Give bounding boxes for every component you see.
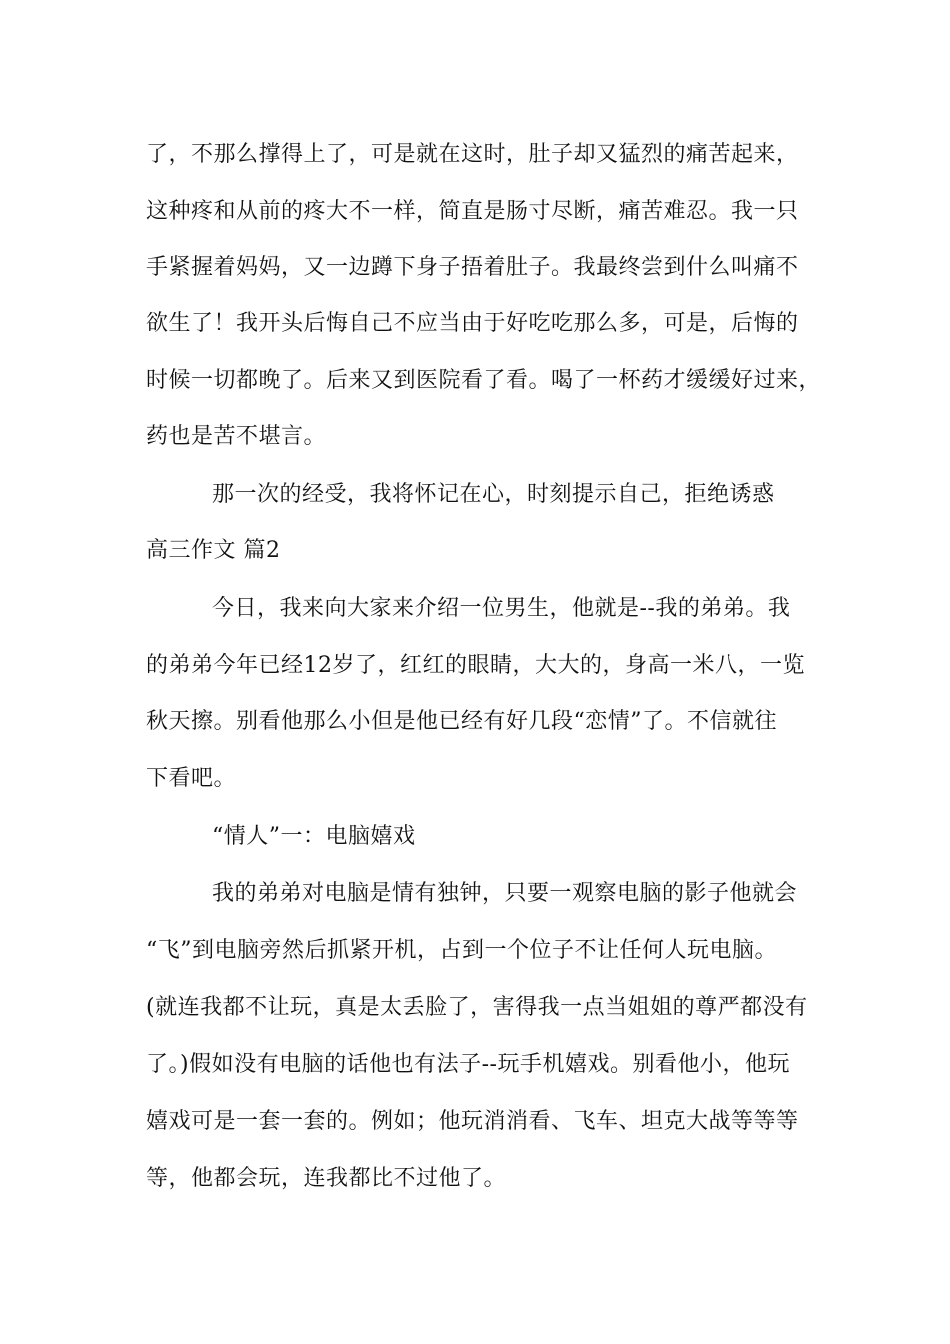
paragraph-line: 等，他都会玩，连我都比不过他了。: [146, 1166, 507, 1191]
paragraph-line: 手紧握着妈妈，又一边蹲下身子捂着肚子。我最终尝到什么叫痛不: [146, 255, 799, 280]
paragraph-line: 秋天擦。别看他那么小但是他已经有好几段“恋情”了。不信就往: [146, 709, 777, 734]
paragraph-line: 那一次的经受，我将怀记在心，时刻提示自己，拒绝诱惑: [212, 482, 775, 507]
paragraph-line: 了，不那么撑得上了，可是就在这时，肚子却又猛烈的痛苦起来，: [146, 142, 799, 167]
paragraph-line: 药也是苦不堪言。: [146, 424, 327, 449]
paragraph-line: 欲生了！我开头后悔自己不应当由于好吃吃那么多，可是，后悔的: [146, 311, 799, 336]
section-heading: 高三作文 篇2: [146, 538, 281, 563]
paragraph-line: 了。)假如没有电脑的话他也有法子--玩手机嬉戏。别看他小，他玩: [146, 1052, 790, 1077]
paragraph-line: 嬉戏可是一套一套的。例如；他玩消消看、飞车、坦克大战等等等: [146, 1109, 799, 1134]
paragraph-line: 我的弟弟对电脑是情有独钟，只要一观察电脑的影子他就会: [212, 881, 798, 906]
subheading-line: “情人”一：电脑嬉戏: [212, 824, 416, 849]
paragraph-line: 的弟弟今年已经12岁了，红红的眼睛，大大的，身高一米八，一览: [146, 653, 805, 678]
paragraph-line: 今日，我来向大家来介绍一位男生，他就是--我的弟弟。我: [212, 596, 791, 621]
paragraph-line: 下看吧。: [146, 766, 237, 791]
paragraph-line: (就连我都不让玩，真是太丢脸了，害得我一点当姐姐的尊严都没有: [146, 995, 808, 1020]
paragraph-line: “飞”到电脑旁然后抓紧开机，占到一个位子不让任何人玩电脑。: [146, 938, 777, 963]
paragraph-line: 时候一切都晚了。后来又到医院看了看。喝了一杯药才缓缓好过来，: [146, 368, 822, 393]
paragraph-line: 这种疼和从前的疼大不一样，简直是肠寸尽断，痛苦难忍。我一只: [146, 199, 799, 224]
